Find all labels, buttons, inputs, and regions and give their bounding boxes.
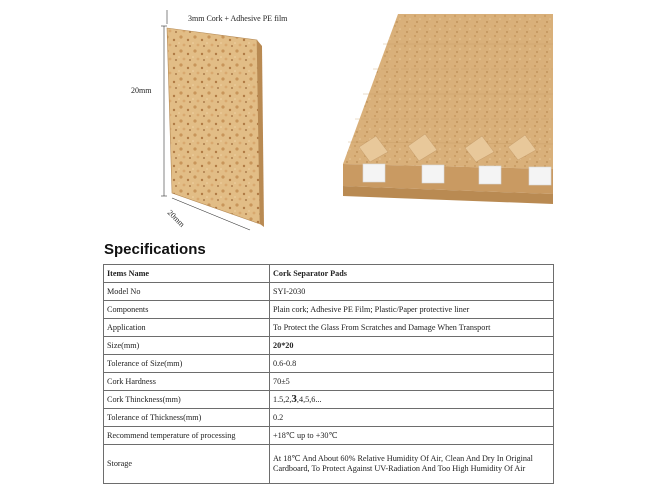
specifications-table bbox=[103, 264, 554, 484]
table-row bbox=[104, 409, 554, 427]
row-label: Storage bbox=[104, 445, 270, 484]
row-label: Tolerance of Thickness(mm) bbox=[104, 409, 270, 427]
row-value bbox=[270, 391, 554, 409]
thickness-value-emphasis: 3 bbox=[291, 393, 297, 405]
table-header-row bbox=[104, 265, 554, 283]
table-row bbox=[104, 445, 554, 484]
row-value: +18℃ up to +30℃ bbox=[270, 427, 554, 445]
row-label: Size(mm) bbox=[104, 337, 270, 355]
row-label: Tolerance of Size(mm) bbox=[104, 355, 270, 373]
thickness-values-pre: 1.5,2, bbox=[273, 395, 292, 404]
row-label: Application bbox=[104, 319, 270, 337]
thickness-label: 3mm Cork + Adhesive PE film bbox=[188, 14, 288, 23]
cork-pads-photo bbox=[343, 14, 558, 216]
row-value: SYI-2030 bbox=[270, 283, 554, 301]
table-row bbox=[104, 337, 554, 355]
row-label: Components bbox=[104, 301, 270, 319]
cork-pads-sheet-photo bbox=[343, 14, 558, 216]
specifications-title: Specifications bbox=[104, 241, 206, 258]
table-row bbox=[104, 283, 554, 301]
width-label: 20mm bbox=[165, 208, 187, 229]
header-product-name: Cork Separator Pads bbox=[270, 265, 554, 283]
table-row bbox=[104, 319, 554, 337]
row-value: At 18℃ And About 60% Relative Humidity Of Air, Clean And Dry In Original Cardboard, To Protect Against UV-Radiation And Too High Humidity Of Air bbox=[270, 445, 554, 484]
cork-pad-illustration bbox=[150, 6, 320, 231]
cork-pad-diagram bbox=[131, 6, 320, 231]
table-row bbox=[104, 427, 554, 445]
row-value: 20*20 bbox=[270, 337, 554, 355]
row-label: Cork Thinckness(mm) bbox=[104, 391, 270, 409]
table-row bbox=[104, 391, 554, 409]
header-items-name: Items Name bbox=[104, 265, 270, 283]
table-row bbox=[104, 373, 554, 391]
table-row bbox=[104, 355, 554, 373]
height-label: 20mm bbox=[131, 86, 152, 95]
row-value: 0.6-0.8 bbox=[270, 355, 554, 373]
row-value: To Protect the Glass From Scratches and Damage When Transport bbox=[270, 319, 554, 337]
table-row bbox=[104, 301, 554, 319]
thickness-values-post: ,4,5,6... bbox=[296, 395, 322, 404]
row-value: 70±5 bbox=[270, 373, 554, 391]
row-value: Plain cork; Adhesive PE Film; Plastic/Paper protective liner bbox=[270, 301, 554, 319]
row-label: Model No bbox=[104, 283, 270, 301]
row-label: Recommend temperature of processing bbox=[104, 427, 270, 445]
row-label: Cork Hardness bbox=[104, 373, 270, 391]
row-value: 0.2 bbox=[270, 409, 554, 427]
